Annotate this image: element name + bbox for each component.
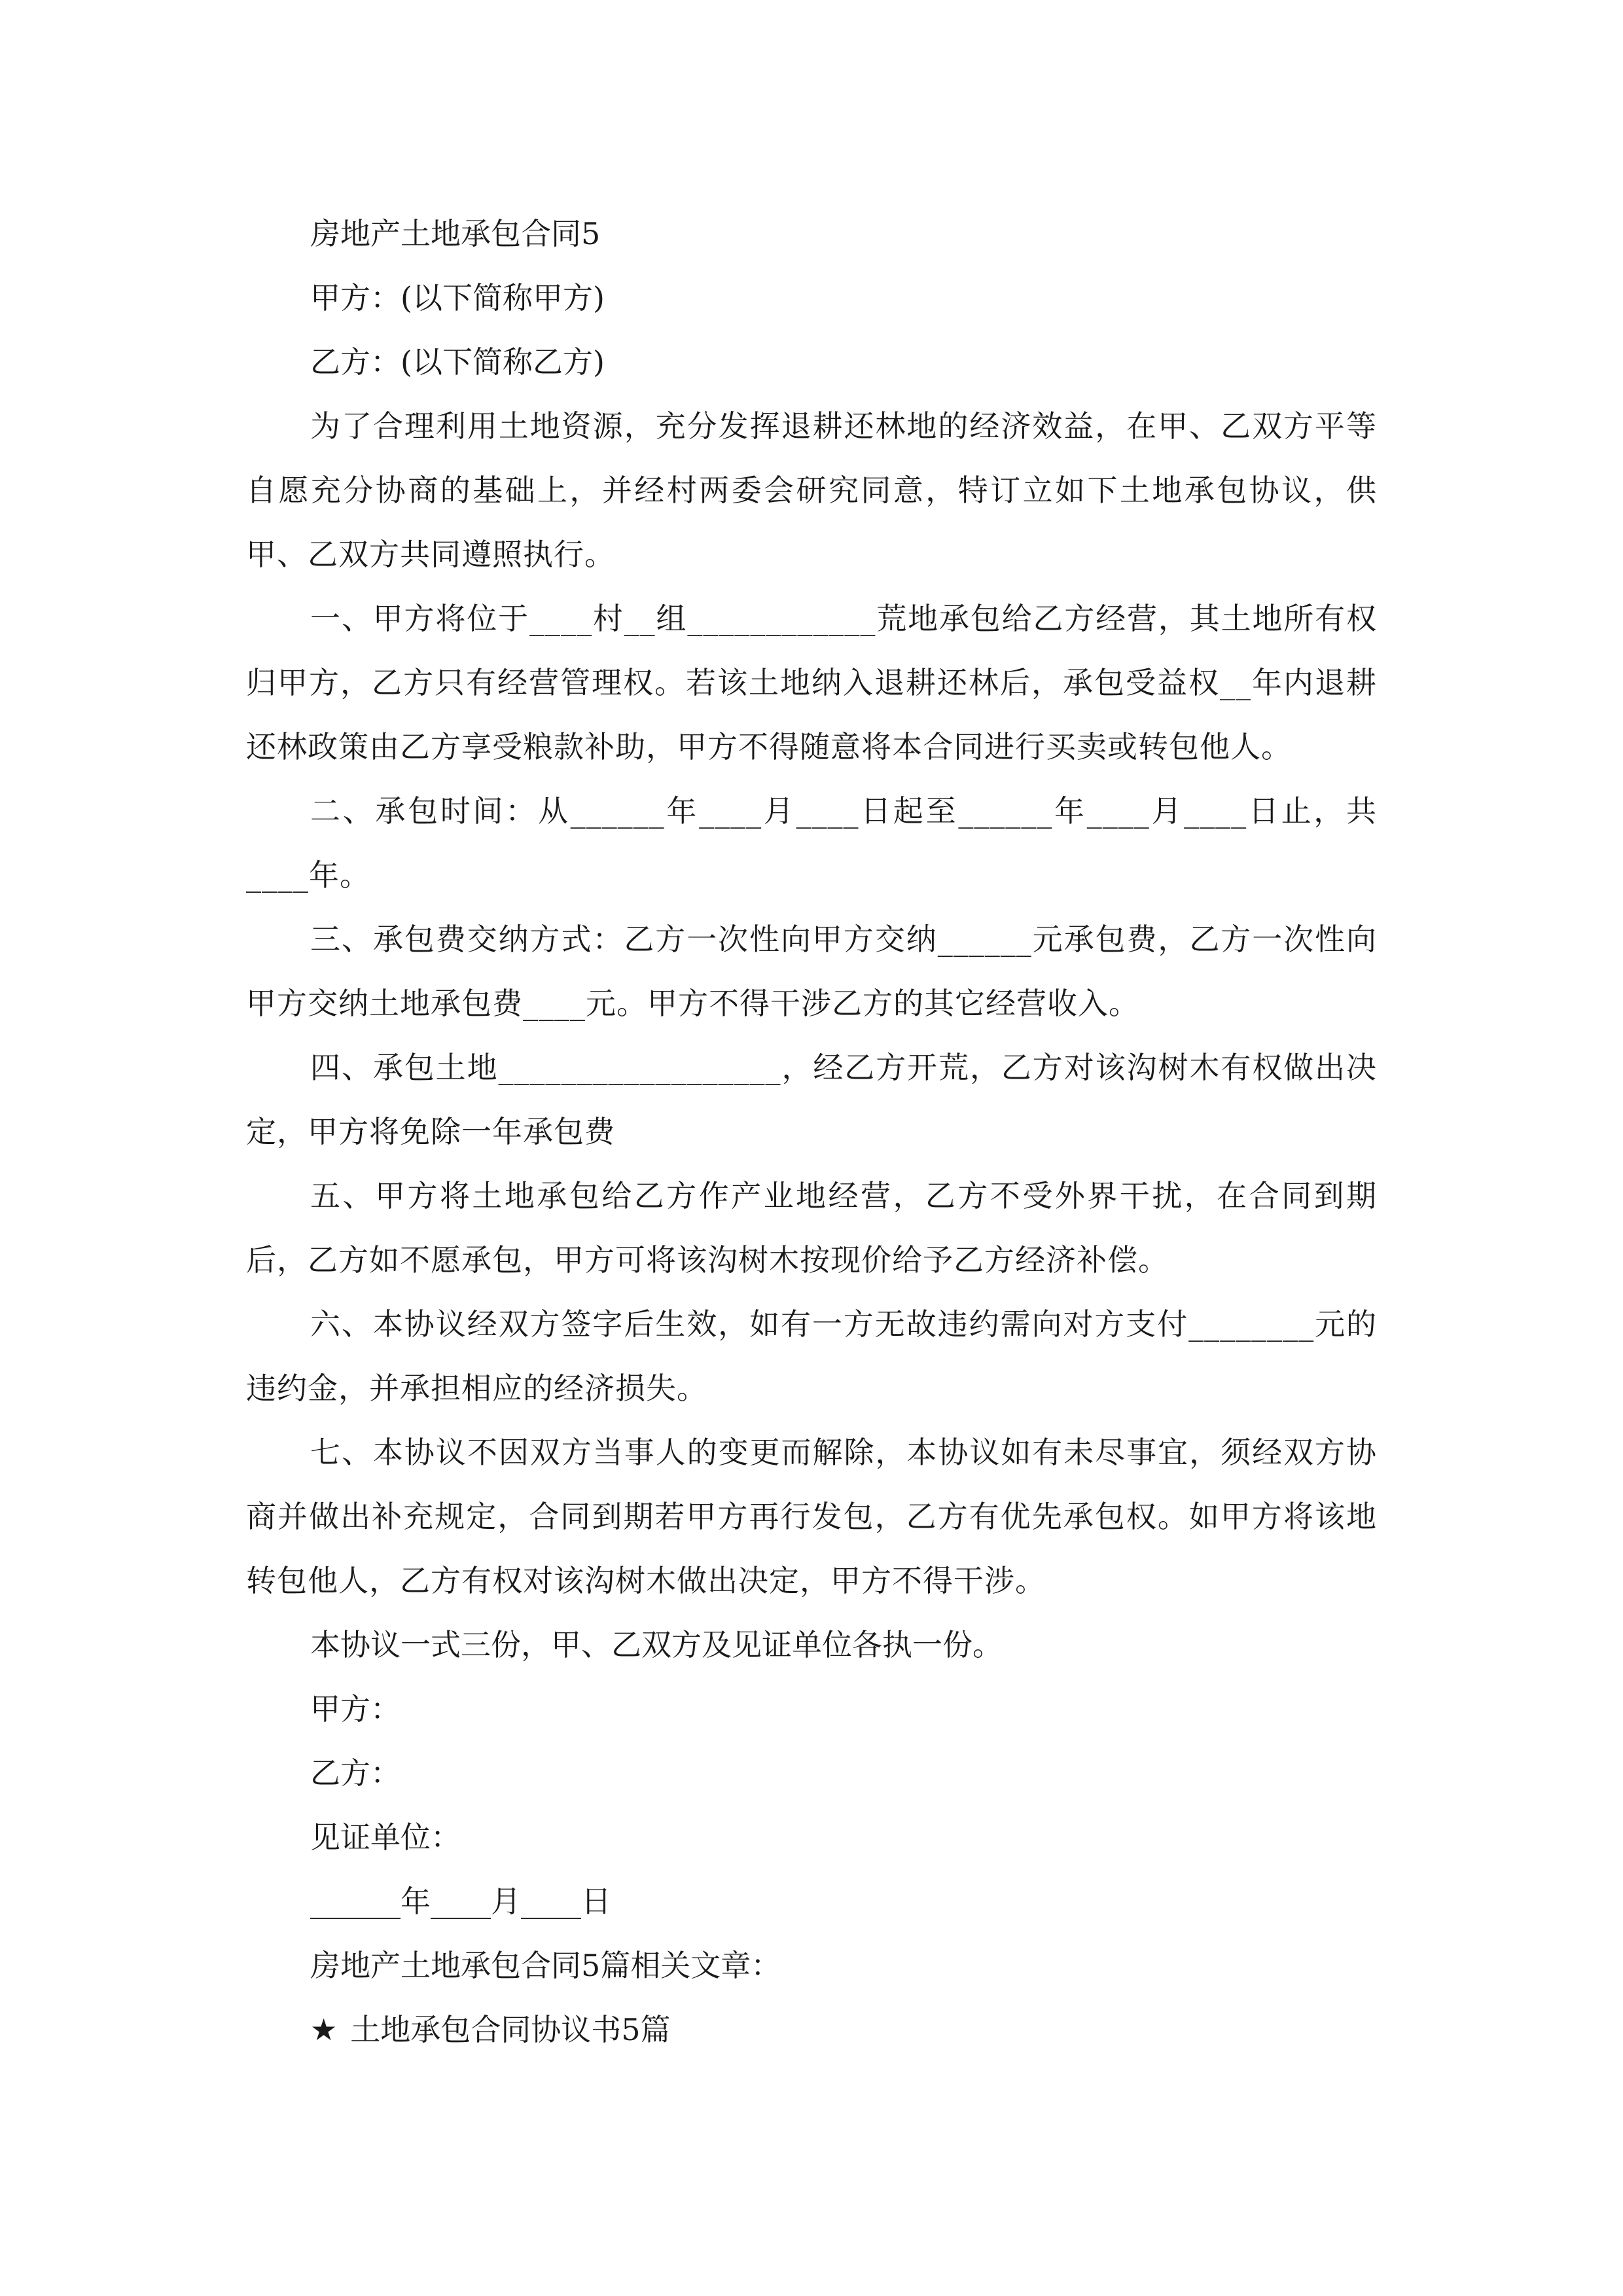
party-b-line: 乙方：(以下简称乙方) xyxy=(310,344,605,380)
signature-party-a: 甲方： xyxy=(310,1691,401,1727)
witness-unit-line: 见证单位： xyxy=(310,1820,461,1855)
date-line: ______年____月____日 xyxy=(310,1884,611,1919)
signature-party-b: 乙方： xyxy=(310,1755,401,1791)
related-article-link[interactable]: 土地承包合同协议书5篇 xyxy=(350,2012,671,2047)
copies-line: 本协议一式三份，甲、乙双方及见证单位各执一份。 xyxy=(310,1627,1003,1662)
clause-2-paragraph: 二、承包时间：从______年____月____日起至______年____月____日止，共____年。 xyxy=(246,793,1377,893)
document-title: 房地产土地承包合同5 xyxy=(310,216,601,251)
clause-5-paragraph: 五、甲方将土地承包给乙方作产业地经营，乙方不受外界干扰，在合同到期后，乙方如不愿承包，甲方可将该沟树木按现价给予乙方经济补偿。 xyxy=(246,1178,1377,1278)
party-a-line: 甲方：(以下简称甲方) xyxy=(310,280,605,315)
intro-paragraph: 为了合理利用土地资源，充分发挥退耕还林地的经济效益，在甲、乙双方平等自愿充分协商的基础上，并经村两委会研究同意，特订立如下土地承包协议，供甲、乙双方共同遵照执行。 xyxy=(246,408,1377,572)
clause-1-paragraph: 一、甲方将位于____村__组____________荒地承包给乙方经营，其土地所有权归甲方，乙方只有经营管理权。若该土地纳入退耕还林后，承包受益权__年内退耕还林政策由乙方享受粮款补助，甲方不得随意将本合同进行买卖或转包他人。 xyxy=(246,601,1377,764)
related-article-item[interactable] xyxy=(246,1998,1377,2062)
clause-6-paragraph: 六、本协议经双方签字后生效，如有一方无故违约需向对方支付________元的违约金，并承担相应的经济损失。 xyxy=(246,1306,1377,1406)
related-articles-heading: 房地产土地承包合同5篇相关文章： xyxy=(310,1948,781,1983)
star-icon: ★ xyxy=(310,2012,338,2047)
document-body xyxy=(246,202,1377,2062)
clause-4-paragraph: 四、承包土地__________________，经乙方开荒，乙方对该沟树木有权做出决定，甲方将免除一年承包费 xyxy=(246,1050,1377,1149)
clause-7-paragraph: 七、本协议不因双方当事人的变更而解除，本协议如有未尽事宜，须经双方协商并做出补充规定，合同到期若甲方再行发包，乙方有优先承包权。如甲方将该地转包他人，乙方有权对该沟树木做出决定，甲方不得干涉。 xyxy=(246,1435,1377,1598)
clause-3-paragraph: 三、承包费交纳方式：乙方一次性向甲方交纳______元承包费，乙方一次性向甲方交纳土地承包费____元。甲方不得干涉乙方的其它经营收入。 xyxy=(246,922,1377,1021)
